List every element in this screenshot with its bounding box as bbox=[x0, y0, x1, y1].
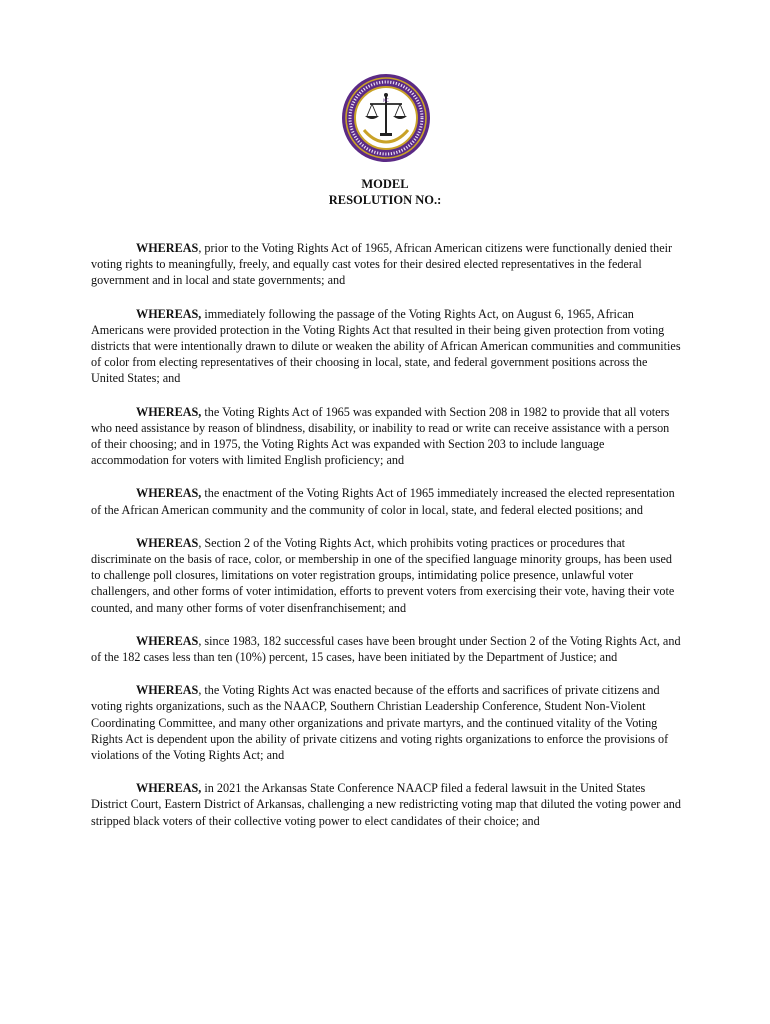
whereas-lead: WHEREAS, bbox=[136, 486, 202, 501]
whereas-lead: WHEREAS, bbox=[136, 404, 202, 419]
whereas-paragraph-2 bbox=[91, 306, 681, 387]
paragraph-text: in 2021 the Arkansas State Conference NAACP filed a federal lawsuit in the United States District Court, Eastern District of Arkansas, challenging a new redistricting voting map that diluted the voting power and stripped black voters of their collective voting power to elect candidates of their choice; and bbox=[91, 781, 681, 828]
whereas-lead: WHEREAS bbox=[136, 633, 199, 648]
whereas-lead: WHEREAS, bbox=[136, 781, 202, 796]
paragraph-text: , the Voting Rights Act was enacted because of the efforts and sacrifices of private citizens and voting rights organizations, such as the NAACP, Southern Christian Leadership Conference, Student Non-Violent Coordinating Committee, and many other organizations and private martyrs, and the continued vitality of the Voting Rights Act is dependent upon the ability of private citizens and voting rights organizations to enforce the provisions of violations of the Voting Rights Act; and bbox=[91, 683, 669, 763]
whereas-lead: WHEREAS bbox=[136, 683, 199, 698]
svg-text:NC: NC bbox=[383, 98, 389, 103]
whereas-lead: WHEREAS bbox=[136, 535, 199, 550]
whereas-paragraph-6 bbox=[91, 633, 681, 665]
paragraph-text: immediately following the passage of the Voting Rights Act, on August 6, 1965, African Americans were provided protection in the Voting Rights Act that resulted in their being given protection from voting districts that were intentionally drawn to dilute or weaken the ability of African American communities and communities of color from electing representatives of their choosing in local, state, and federal government positions across the United States; and bbox=[91, 306, 681, 386]
whereas-paragraph-1 bbox=[91, 240, 681, 289]
paragraph-text: , prior to the Voting Rights Act of 1965, African American citizens were functionally denied their voting rights to meaningfully, freely, and equally cast votes for their desired elected representatives in the federal government and in local and state governments; and bbox=[91, 241, 673, 288]
whereas-lead: WHEREAS, bbox=[136, 306, 202, 321]
whereas-paragraph-7 bbox=[91, 682, 681, 763]
naacp-scales-seal-icon bbox=[340, 72, 432, 164]
whereas-paragraph-4 bbox=[91, 485, 681, 517]
paragraph-text: , Section 2 of the Voting Rights Act, which prohibits voting practices or procedures that discriminate on the basis of race, color, or membership in one of the specified language minority groups, has been used to challenge poll closures, limitations on voter registration groups, intimidating police presence, unlawful voter challengers, and other forms of voter intimidation, efforts to prevent voters from exercising their vote, having their vote counted, and many other forms of voter disenfranchisement; and bbox=[91, 535, 675, 615]
whereas-paragraph-8 bbox=[91, 780, 681, 829]
whereas-lead: WHEREAS bbox=[136, 241, 199, 255]
document-title: MODEL bbox=[361, 177, 409, 191]
paragraph-text: the enactment of the Voting Rights Act of 1965 immediately increased the elected representation of the African American community and the community of color in local, state, and federal elected positions; and bbox=[91, 486, 675, 517]
whereas-paragraph-3 bbox=[91, 404, 681, 469]
resolution-body bbox=[91, 240, 681, 846]
whereas-paragraph-5 bbox=[91, 535, 681, 616]
paragraph-text: , since 1983, 182 successful cases have been brought under Section 2 of the Voting Rights Act, and of the 182 cases less than ten (10%) percent, 15 cases, have been initiated by the Department of Justice; and bbox=[91, 633, 681, 665]
resolution-number-label: RESOLUTION NO.: bbox=[328, 193, 442, 207]
paragraph-text: the Voting Rights Act of 1965 was expanded with Section 208 in 1982 to provide that all voters who need assistance by reason of blindness, disability, or inability to read or write can receive assistance with a person of their choosing; and in 1975, the Voting Rights Act was expanded with Section 203 to include language accommodation for voters with limited English proficiency; and bbox=[91, 404, 670, 468]
